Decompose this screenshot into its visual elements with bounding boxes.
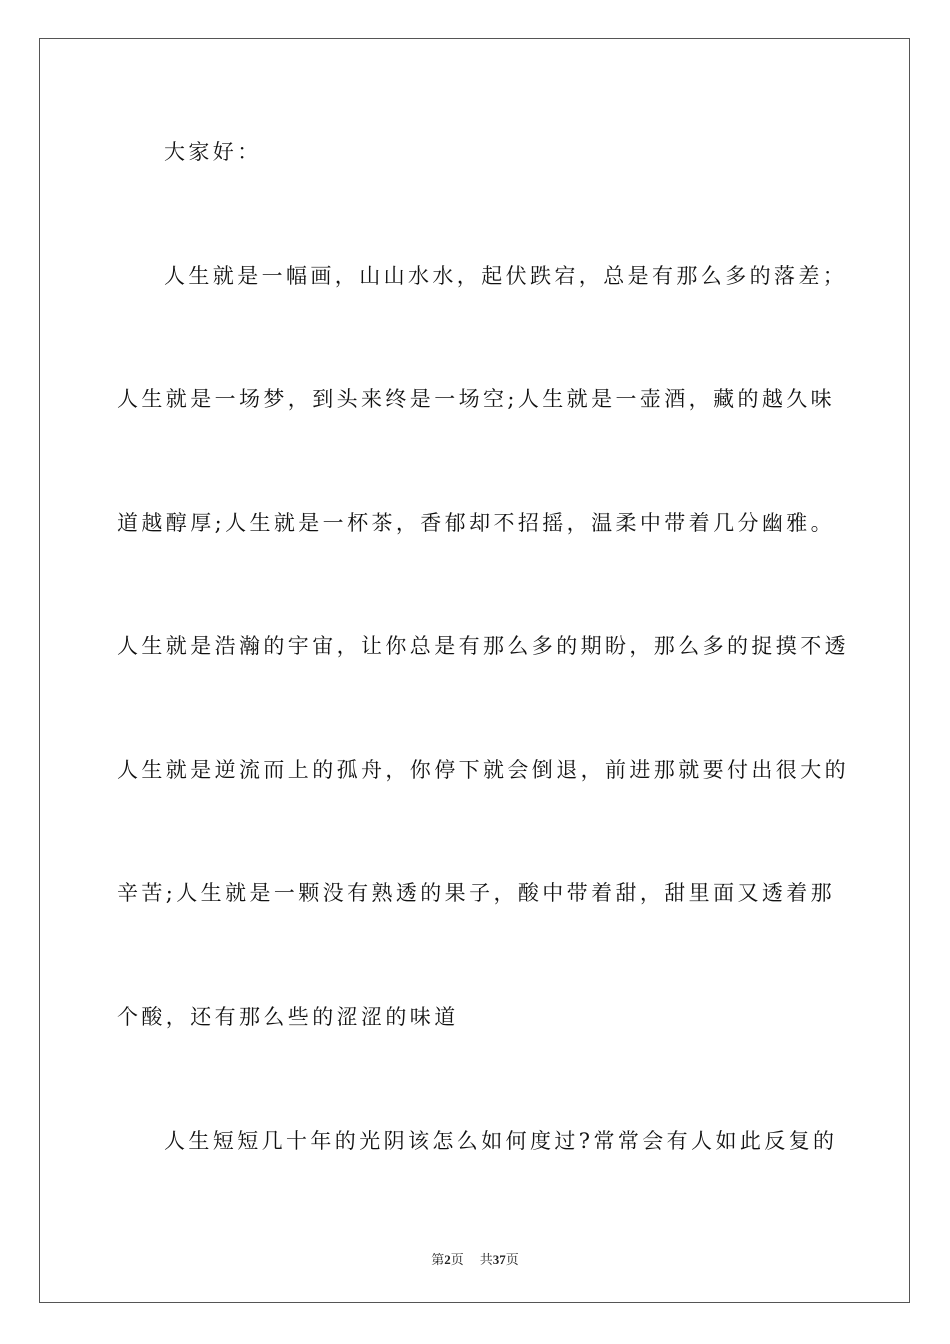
paragraph-1-line-2: 人生就是一场梦，到头来终是一场空;人生就是一壶酒，藏的越久味 bbox=[117, 387, 836, 411]
paragraph-2-line-1: 人生短短几十年的光阴该怎么如何度过?常常会有人如此反复的 bbox=[164, 1129, 838, 1153]
greeting-line: 大家好： bbox=[164, 140, 262, 164]
paragraph-1-line-5: 人生就是逆流而上的孤舟，你停下就会倒退，前进那就要付出很大的 bbox=[117, 758, 849, 782]
footer-total-number: 37 bbox=[492, 1252, 506, 1267]
footer-page-prefix: 第 bbox=[431, 1252, 445, 1267]
footer-page-suffix: 页 bbox=[450, 1252, 464, 1267]
footer-total-prefix: 共 bbox=[479, 1252, 493, 1267]
page-footer bbox=[0, 1249, 950, 1268]
paragraph-1-line-3: 道越醇厚;人生就是一杯茶，香郁却不招摇，温柔中带着几分幽雅。 bbox=[117, 511, 836, 535]
footer-total-suffix: 页 bbox=[505, 1252, 519, 1267]
paragraph-1-line-4: 人生就是浩瀚的宇宙，让你总是有那么多的期盼，那么多的捉摸不透 bbox=[117, 634, 849, 658]
paragraph-1-line-6: 辛苦;人生就是一颗没有熟透的果子，酸中带着甜，甜里面又透着那 bbox=[117, 881, 836, 905]
page-border bbox=[39, 38, 910, 1303]
paragraph-1-line-1: 人生就是一幅画，山山水水，起伏跌宕，总是有那么多的落差； bbox=[164, 264, 848, 288]
footer-page-number: 2 bbox=[444, 1252, 451, 1267]
paragraph-1-line-7: 个酸，还有那么些的涩涩的味道 bbox=[117, 1005, 459, 1029]
